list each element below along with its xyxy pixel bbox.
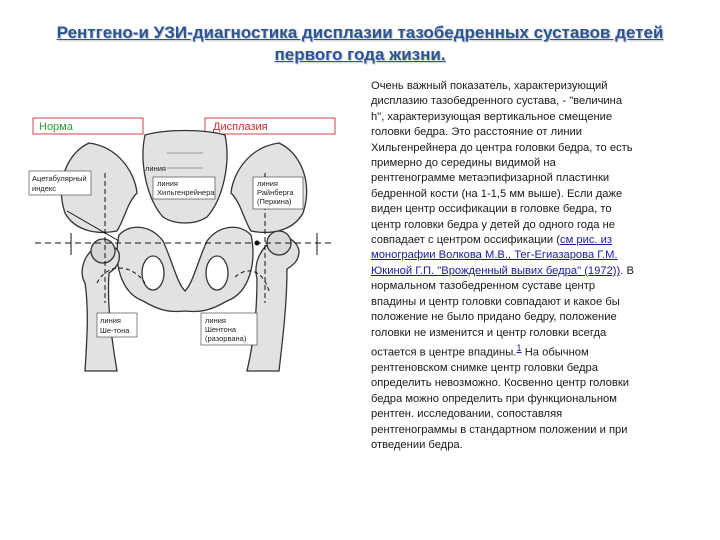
text-line: примерно до середины видимой на bbox=[371, 157, 556, 170]
svg-text:Норма: Норма bbox=[39, 121, 73, 133]
svg-text:(Перкина): (Перкина) bbox=[257, 197, 292, 206]
text-line bbox=[345, 233, 690, 248]
label-hilgenreiner bbox=[153, 177, 215, 199]
text-line: виден центр оссификации в головке бедра, то bbox=[371, 203, 612, 216]
svg-text:(разорвана): (разорвана) bbox=[205, 334, 247, 343]
title-line-2: первого года жизни. bbox=[274, 45, 446, 64]
svg-text:Хильгенрейнера: Хильгенрейнера bbox=[157, 188, 215, 197]
title-line-1: Рентгено-и УЗИ-диагностика дисплазии тазобедренных суставов детей bbox=[56, 23, 664, 42]
text-line: рентгенограмме метаэпифизарной пластинки bbox=[371, 172, 610, 185]
svg-text:линия: линия bbox=[157, 179, 178, 188]
monograph-link[interactable]: монографии Волкова М.В., Тег-Егиазарова Г.М. bbox=[371, 249, 618, 262]
svg-text:линия: линия bbox=[205, 316, 226, 325]
text-line: Хильгенрейнера до центра головки бедра, то есть bbox=[371, 141, 633, 154]
text-line: бедра можно определить при функциональном bbox=[371, 392, 617, 405]
text-line: центр головки бедра у детей до одного года не bbox=[371, 218, 616, 231]
text-line bbox=[345, 248, 690, 263]
text-line: отведении бедра. bbox=[371, 439, 463, 452]
text-fragment: остается в центре впадины. bbox=[371, 346, 517, 359]
text-line: h", характеризующая вертикальное смещение bbox=[371, 110, 613, 123]
hip-dysplasia-diagram bbox=[27, 113, 344, 383]
text-line: Очень важный показатель, характеризующий bbox=[371, 80, 608, 92]
text-line: рентгенограммы в стандартном положении и при bbox=[371, 423, 628, 436]
text-line: нормальном тазобедренном суставе центр bbox=[371, 280, 596, 293]
label-acetabular-index bbox=[29, 171, 91, 195]
text-line: положение не было придано бедру, положение bbox=[371, 311, 617, 324]
svg-text:Дисплазия: Дисплазия bbox=[213, 121, 268, 133]
svg-text:Райнберга: Райнберга bbox=[257, 188, 294, 197]
label-perkins bbox=[253, 177, 303, 209]
label-shenton-right bbox=[201, 313, 257, 345]
label-norm bbox=[33, 118, 143, 134]
svg-text:Шентона: Шентона bbox=[205, 325, 237, 334]
svg-text:индекс: индекс bbox=[32, 184, 56, 193]
text-fragment: На обычном bbox=[521, 346, 589, 359]
svg-text:линия: линия bbox=[257, 179, 278, 188]
page-title bbox=[18, 22, 702, 66]
text-line: дисплазию тазобедренного сустава, - "величина bbox=[371, 95, 623, 108]
text-line bbox=[345, 341, 690, 361]
footnote-link[interactable]: 1 bbox=[516, 342, 522, 353]
label-dysplasia bbox=[205, 118, 335, 134]
text-line: головки бедра. Это расстояние от линии bbox=[371, 126, 583, 139]
text-line: головки не изменится и центр головки всегда bbox=[371, 326, 607, 339]
text-line bbox=[345, 264, 690, 279]
text-fragment: . В bbox=[620, 264, 634, 277]
body-text bbox=[345, 79, 690, 453]
svg-text:линия: линия bbox=[100, 316, 121, 325]
text-line: рентгеновском снимке центр головки бедра bbox=[371, 362, 598, 375]
svg-text:Ше-тона: Ше-тона bbox=[100, 326, 130, 335]
text-line: бедренной кости (на 1-1,5 мм выше). Если даже bbox=[371, 187, 623, 200]
text-fragment: совпадает с центром оссификации ( bbox=[371, 234, 560, 247]
monograph-link[interactable]: см рис. из bbox=[559, 234, 613, 247]
monograph-link[interactable]: Юкиной Г.П. "Врожденный вывих бедра" (1972)) bbox=[371, 264, 621, 277]
text-line: определить невозможно. Косвенно центр головки bbox=[371, 377, 629, 390]
svg-text:Ацетабулярный: Ацетабулярный bbox=[32, 174, 87, 183]
label-small-line: линия bbox=[145, 164, 166, 173]
text-line: рентген. исследовании, сопоставляя bbox=[371, 408, 563, 421]
label-shenton-left bbox=[97, 313, 137, 337]
text-line: впадины и центр головки совпадают и какое бы bbox=[371, 295, 620, 308]
